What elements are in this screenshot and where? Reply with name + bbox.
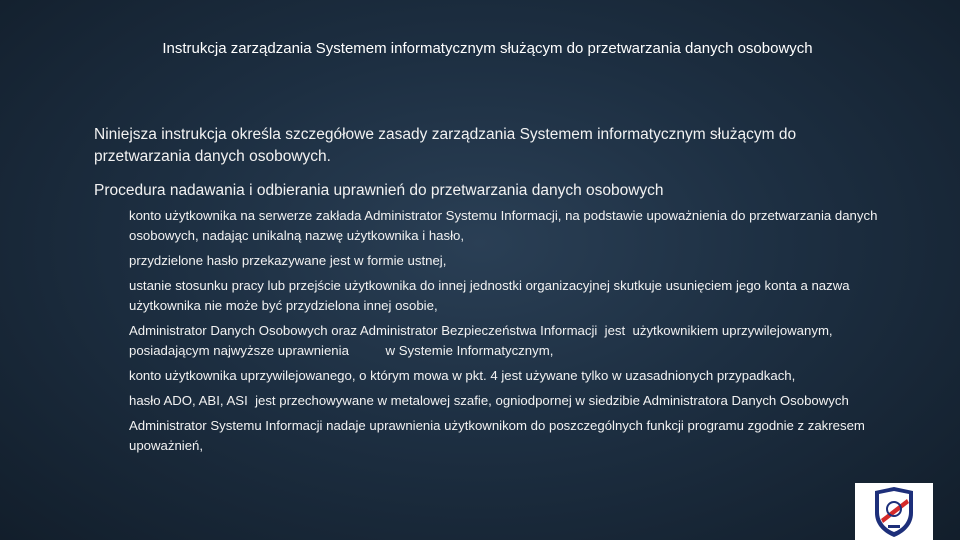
list-item: ustanie stosunku pracy lub przejście użytkownika do innej jednostki organizacyjnej skutkuje usunięciem jego konta a nazwa użytkownika nie może być przydzielona innej osobie, xyxy=(129,278,854,313)
slide-title: Instrukcja zarządzania Systemem informatycznym służącym do przetwarzania danych osobowych xyxy=(162,40,813,57)
list-item: konto użytkownika na serwerze zakłada Administrator Systemu Informacji, na podstawie upoważnienia do przetwarzania danych osobowych, nadając unikalną nazwę użytkownika i hasło, xyxy=(129,208,882,243)
procedure-heading: Procedura nadawania i odbierania uprawnień do przetwarzania danych osobowych xyxy=(94,182,664,199)
list-item: Administrator Systemu Informacji nadaje uprawnienia użytkownikom do poszczególnych funkcji programu zgodnie z zakresem upoważnień, xyxy=(129,418,869,453)
shield-crest-icon xyxy=(871,485,917,539)
list-item: hasło ADO, ABI, ASI jest przechowywane w metalowej szafie, ogniodpornej w siedzibie Administratora Danych Osobowych xyxy=(129,393,849,408)
school-logo xyxy=(855,483,933,540)
list-item: przydzielone hasło przekazywane jest w formie ustnej, xyxy=(129,253,447,268)
procedure-list xyxy=(129,206,889,461)
list-item: konto użytkownika uprzywilejowanego, o którym mowa w pkt. 4 jest używane tylko w uzasadnionych przypadkach, xyxy=(129,368,796,383)
list-item: Administrator Danych Osobowych oraz Administrator Bezpieczeństwa Informacji jest użytkownikiem uprzywilejowanym, posiadającym najwyższe uprawnienia w Systemie Informatycznym, xyxy=(129,323,837,358)
intro-paragraph: Niniejsza instrukcja określa szczegółowe zasady zarządzania Systemem informatycznym służącym do przetwarzania danych osobowych. xyxy=(94,126,797,165)
